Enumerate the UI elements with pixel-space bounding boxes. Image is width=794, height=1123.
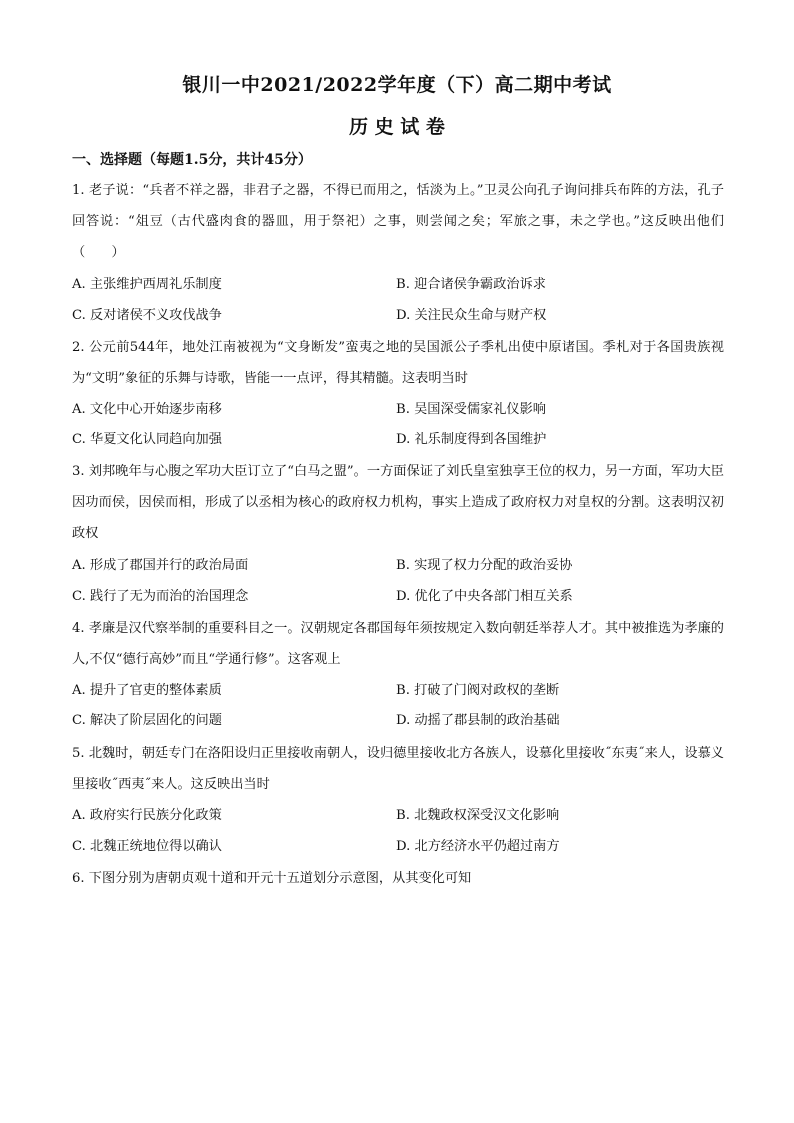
section-heading: 一、选择题（每题1.5分，共计45分） [72, 152, 312, 168]
question-1-option-c: C. 反对诸侯不义攻伐战争 [72, 308, 222, 323]
question-2-option-a: A. 文化中心开始逐步南移 [72, 402, 222, 417]
question-3-option-b: B. 实现了权力分配的政治妥协 [396, 558, 573, 573]
question-4-option-b: B. 打破了门阀对政权的垄断 [396, 683, 560, 698]
question-4-option-d: D. 动摇了郡县制的政治基础 [396, 713, 560, 728]
question-2-stem: 2. 公元前544年，地处江南被视为“文身断发”蛮夷之地的吴国派公子季札出使中原诸国。季札对于各国贵族视为“文明”象征的乐舞与诗歌，皆能一一点评，得其精髓。这表明当时 [72, 340, 724, 386]
question-2-option-b: B. 吴国深受儒家礼仪影响 [396, 402, 546, 417]
question-5-option-d: D. 北方经济水平仍超过南方 [396, 839, 560, 854]
question-5-option-a: A. 政府实行民族分化政策 [72, 808, 222, 823]
question-1-option-d: D. 关注民众生命与财产权 [396, 308, 547, 323]
question-5-stem: 5. 北魏时，朝廷专门在洛阳设归正里接收南朝人，设归德里接收北方各族人，设慕化里接收˝东夷˝来人，设慕义里接收˝西夷˝来人。这反映出当时 [72, 746, 724, 792]
question-1-option-b: B. 迎合诸侯争霸政治诉求 [396, 277, 546, 292]
question-3-option-c: C. 践行了无为而治的治国理念 [72, 589, 249, 604]
question-1-option-a: A. 主张维护西周礼乐制度 [72, 277, 222, 292]
question-2-option-c: C. 华夏文化认同趋向加强 [72, 432, 222, 447]
exam-subtitle: 历 史 试 卷 [349, 116, 445, 138]
question-1-stem: 1. 老子说：“兵者不祥之器，非君子之器，不得已而用之，恬淡为上。”卫灵公向孔子询问排兵布阵的方法，孔子回答说：“俎豆（古代盛肉食的器皿，用于祭祀）之事，则尝闻之矣；军旅之事，未之学也。”这反映出他们（ ） [72, 183, 724, 260]
question-3-option-a: A. 形成了郡国并行的政治局面 [72, 558, 249, 573]
question-3-option-d: D. 优化了中央各部门相互关系 [396, 589, 573, 604]
question-4-option-c: C. 解决了阶层固化的问题 [72, 713, 222, 728]
question-5-option-c: C. 北魏正统地位得以确认 [72, 839, 222, 854]
question-2-option-d: D. 礼乐制度得到各国维护 [396, 432, 547, 447]
question-4-option-a: A. 提升了官吏的整体素质 [72, 683, 222, 698]
exam-title: 银川一中2021/2022学年度（下）高二期中考试 [182, 74, 612, 96]
question-6-stem: 6. 下图分别为唐朝贞观十道和开元十五道划分示意图，从其变化可知 [72, 871, 472, 886]
question-3-stem: 3. 刘邦晚年与心腹之军功大臣订立了“白马之盟”。一方面保证了刘氏皇室独享王位的权力，另一方面，军功大臣因功而侯，因侯而相，形成了以丞相为核心的政府权力机构，事实上造成了政府权力对皇权的分割。这表明汉初政权 [72, 464, 724, 541]
question-4-stem: 4. 孝廉是汉代察举制的重要科目之一。汉朝规定各郡国每年须按规定入数向朝廷举荐人才。其中被推选为孝廉的人,不仅“德行高妙”而且“学通行修”。这客观上 [72, 621, 724, 667]
question-5-option-b: B. 北魏政权深受汉文化影响 [396, 808, 560, 823]
